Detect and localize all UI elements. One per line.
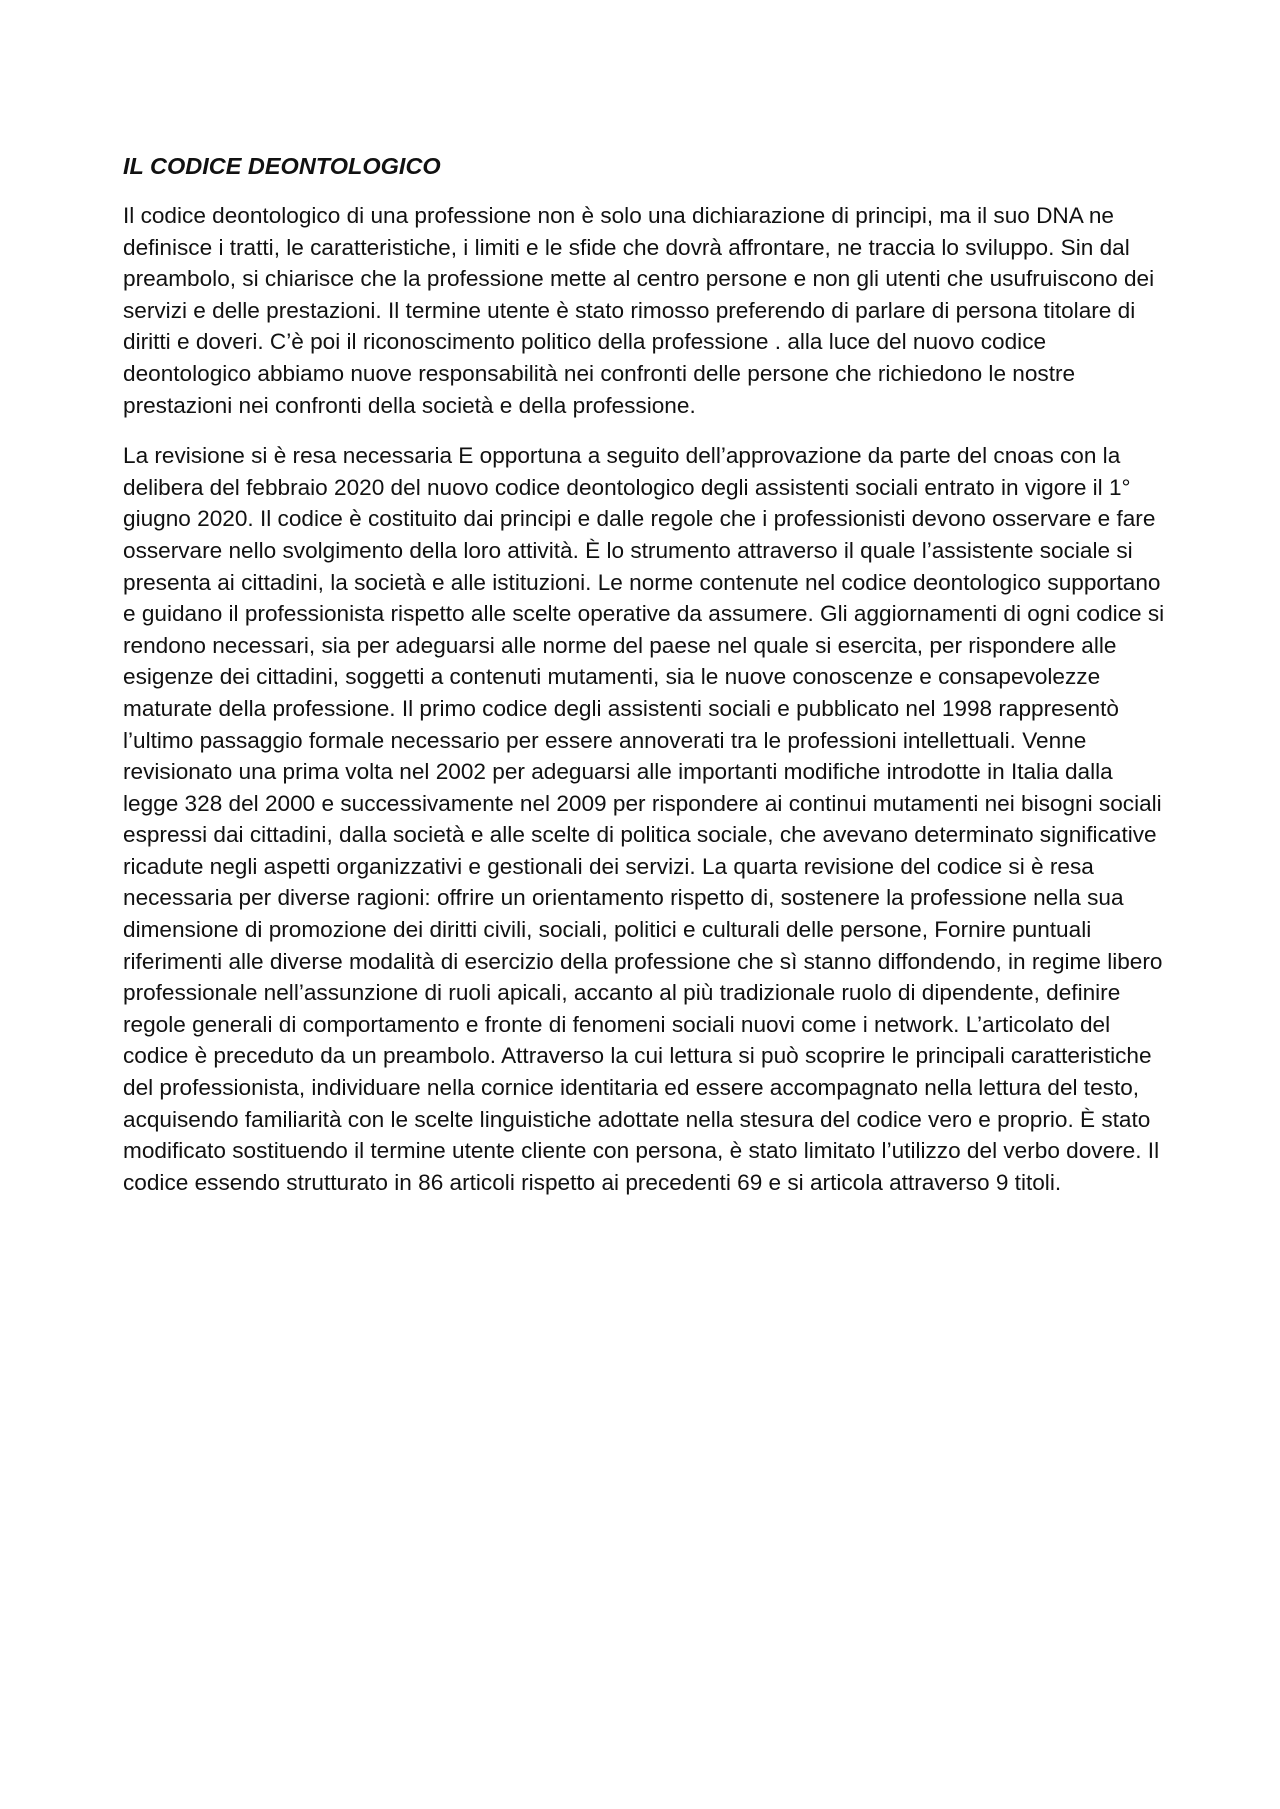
document-title: IL CODICE DEONTOLOGICO (123, 153, 441, 179)
document-paragraph-revision: La revisione si è resa necessaria E opportuna a seguito dell’approvazione da parte del cnoas con la delibera del febbraio 2020 del nuovo codice deontologico degli assistenti sociali entrato in vigore il 1° giugno 2020. Il codice è costituito dai principi e dalle regole che i professionisti devono osservare e fare osservare nello svolgimento della loro attività. È lo strumento attraverso il quale l’assistente sociale si presenta ai cittadini, la società e alle istituzioni. Le norme contenute nel codice deontologico supportano e guidano il professionista rispetto alle scelte operative da assumere. Gli aggiornamenti di ogni codice si rendono necessari, sia per adeguarsi alle norme del paese nel quale si esercita, per rispondere alle esigenze dei cittadini, soggetti a contenuti mutamenti, sia le nuove conoscenze e consapevolezze maturate della professione. Il primo codice degli assistenti sociali e pubblicato nel 1998 rappresentò l’ultimo passaggio formale necessario per essere annoverati tra le professioni intellettuali. Venne revisionato una prima volta nel 2002 per adeguarsi alle importanti modifiche introdotte in Italia dalla legge 328 del 2000 e successivamente nel 2009 per rispondere ai continui mutamenti nei bisogni sociali espressi dai cittadini, dalla società e alle scelte di politica sociale, che avevano determinato significative ricadute negli aspetti organizzativi e gestionali dei servizi. La quarta revisione del codice si è resa necessaria per diverse ragioni: offrire un orientamento rispetto di, sostenere la professione nella sua dimensione di promozione dei diritti civili, sociali, politici e culturali delle persone, Fornire puntuali riferimenti alle diverse modalità di esercizio della professione che sì stanno diffondendo, in regime libero professionale nell’assunzione di ruoli apicali, accanto al più tradizionale ruolo di dipendente, definire regole generali di comportamento e fronte di fenomeni sociali nuovi come i network. L’articolato del codice è preceduto da un preambolo. Attraverso la cui lettura si può scoprire le principali caratteristiche del professionista, individuare nella cornice identitaria ed essere accompagnato nella lettura del testo, acquisendo familiarità con le scelte linguistiche adottate nella stesura del codice vero e proprio. È stato modificato sostituendo il termine utente cliente con persona, è stato limitato l’utilizzo del verbo dovere. Il codice essendo strutturato in 86 articoli rispetto ai precedenti 69 e si articola attraverso 9 titoli. (123, 443, 1165, 1195)
document-paragraph-intro: Il codice deontologico di una professione non è solo una dichiarazione di principi, ma il suo DNA ne definisce i tratti, le caratteristiche, i limiti e le sfide che dovrà affrontare, ne traccia lo sviluppo. Sin dal preambolo, si chiarisce che la professione mette al centro persone e non gli utenti che usufruiscono dei servizi e delle prestazioni. Il termine utente è stato rimosso preferendo di parlare di persona titolare di diritti e doveri. C’è poi il riconoscimento politico della professione . alla luce del nuovo codice deontologico abbiamo nuove responsabilità nei confronti delle persone che richiedono le nostre prestazioni nei confronti della società e della professione. (123, 203, 1155, 418)
document-page (123, 150, 1169, 1217)
